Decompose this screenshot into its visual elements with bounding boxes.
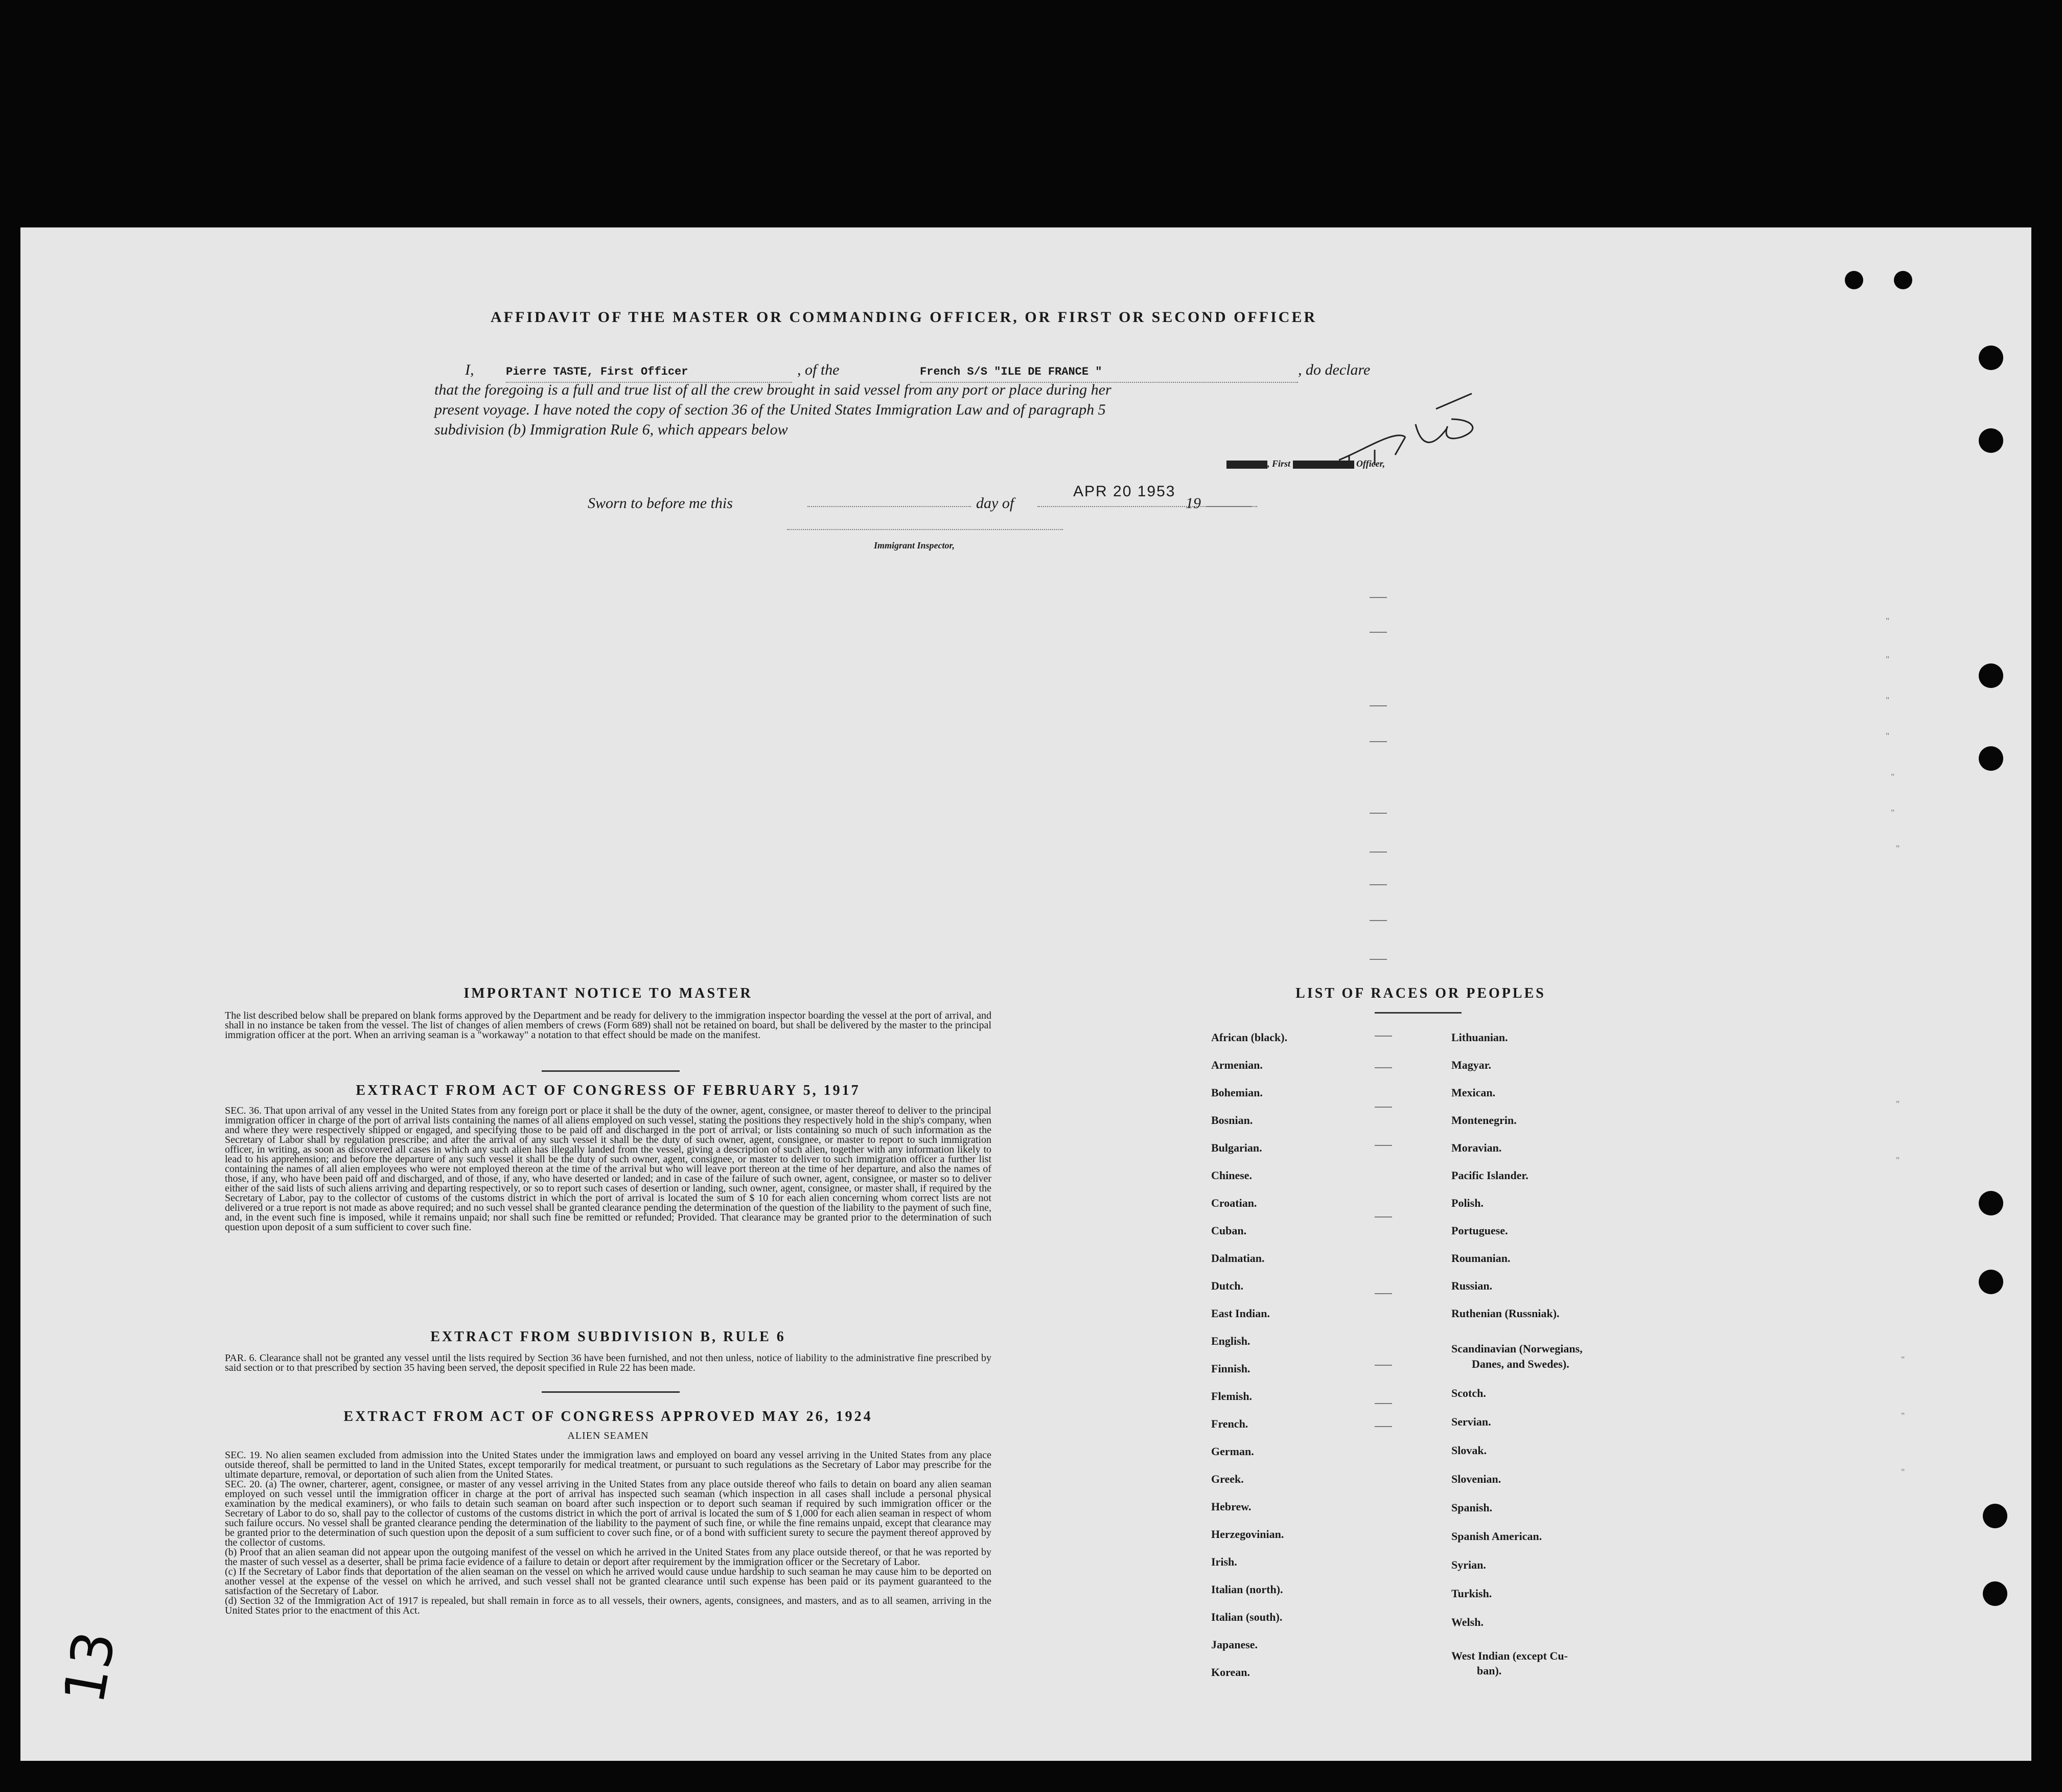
divider — [542, 1391, 680, 1393]
ditto-mark: " — [1891, 808, 1895, 818]
ditto-mark: " — [1886, 654, 1890, 664]
race-item: Dalmatian. — [1211, 1252, 1265, 1265]
row-mark — [1375, 1216, 1392, 1217]
ditto-mark: " — [1886, 695, 1890, 705]
affidavit-line-2: that the foregoing is a full and true list of all the crew brought in said vessel from any port or place during her — [434, 381, 1111, 398]
notice-body: The list described below shall be prepared on blank forms approved by the Department and be ready for delivery to the immigration inspector boarding the vessel at the port of arrival, and shall in no instance be taken from the vessel. The list of changes of alien members of crews (Form 689) shall not be retained on board, but shall be delivered by the master to the principal immigration officer at the port. When an arriving seaman is a "workaway" a notation to that effect should be made on the manifest. — [225, 1010, 991, 1041]
sec-20c: (c) If the Secretary of Labor finds that deportation of the alien seaman on the vessel on which he arrived would cause undue hardship to such seaman he may cause him to be deported on another vessel at the expense of the vessel on which he arrived, and such vessel shall not be granted clearance until such expense has been paid or its payment guaranteed to the satisfaction of the Secretary of Labor. — [225, 1566, 991, 1597]
notice-title: IMPORTANT NOTICE TO MASTER — [464, 985, 753, 1001]
punch-hole — [1983, 1504, 2007, 1528]
ditto-mark: " — [1901, 1411, 1905, 1421]
race-item: Greek. — [1211, 1473, 1244, 1485]
punch-hole — [1979, 1191, 2003, 1215]
punch-hole — [1979, 1270, 2003, 1294]
extract-1917-body: SEC. 36. That upon arrival of any vessel in the United States from any foreign port or place it shall be the duty of the owner, agent, consignee, or master thereof to deliver to the principal immigration officer in charge of the port of arrival lists containing the names of all aliens employed on such vessel, stating the positions they respectively hold in the ship's company, when and where they were respectively shipped or engaged, and specifying those to be paid off and discharged in the port of arrival; or lists containing so much of such information as the Secretary of Labor shall by regulation prescribe; and after the arrival of any such vessel it shall be the duty of such owner, agent, consignee, or master to report to such immigration officer, in writing, as soon as discovered all cases in which any such alien has illegally landed from the vessel, giving a description of such alien, together with any information likely to lead to his apprehension; and before the departure of any such vessel it shall be the duty of such owner, agent, consignee, or master to deliver to such immigration officer a further list containing the names of all alien employees who were not employed thereon at the time of the arrival but who will leave port thereon at the time of her departure, and also the names of those, if any, who have been paid off and discharged, and of those, if any, who have deserted or landed; and in case of the failure of such owner, agent, consignee, or master so to deliver either of the said lists of such aliens arriving and departing respectively, or so to report such cases of desertion or landing, such owner, agent, consignee, or master shall, if required by the Secretary of Labor, pay to the collector of customs of the customs district in which the port of arrival is located the sum of $ 10 for each alien concerning whom correct lists are not delivered or a true report is not made as above required; and no such vessel shall be granted clearance pending the determination of the question of the liability to the payment of such fine, and, in the event such fine is imposed, while it remains unpaid; nor shall such fine be remitted or refunded; Provided. That clearance may be granted prior to the determination of such question upon deposit of a sum sufficient to cover such fine. — [225, 1105, 991, 1233]
row-mark — [1370, 632, 1387, 633]
punch-hole — [1845, 271, 1863, 289]
race-item: Hebrew. — [1211, 1500, 1252, 1513]
race-item: Ruthenian (Russniak). — [1451, 1307, 1560, 1320]
divider — [1375, 1012, 1462, 1014]
punch-hole — [1979, 746, 2003, 771]
race-item: Turkish. — [1451, 1587, 1492, 1600]
race-item: Slovak. — [1451, 1444, 1487, 1457]
row-mark — [1370, 920, 1387, 921]
year-prefix: 19 — [1186, 495, 1201, 512]
race-item: Montenegrin. — [1451, 1114, 1517, 1127]
punch-hole — [1894, 271, 1912, 289]
race-item: Finnish. — [1211, 1362, 1250, 1375]
race-item: Pacific Islander. — [1451, 1169, 1528, 1182]
row-mark — [1375, 1107, 1392, 1108]
signer-caption-officer: Officer, — [1356, 458, 1385, 469]
punch-hole — [1983, 1581, 2007, 1606]
race-item: Spanish American. — [1451, 1530, 1542, 1543]
sec-19: SEC. 19. No alien seamen excluded from admission into the United States under the immigration laws and employed on board any vessel arriving in the United States from any place outside thereof, shall be permitted to land in the United States, except temporarily for medical treatment, or pursuant to such regulations as the Secretary of Labor may prescribe for the ultimate departure, removal, or deportation of such alien from the United States. — [225, 1450, 991, 1480]
race-item: German. — [1211, 1445, 1254, 1458]
row-mark — [1370, 852, 1387, 853]
row-mark — [1370, 705, 1387, 706]
race-item: Flemish. — [1211, 1390, 1253, 1403]
race-item: Servian. — [1451, 1415, 1491, 1428]
race-item: Bulgarian. — [1211, 1141, 1262, 1154]
race-item: Moravian. — [1451, 1141, 1502, 1154]
sec-20d: (d) Section 32 of the Immigration Act of 1917 is repealed, but shall remain in force as to all vessels, their owners, agents, consignees, and masters, and as to all seamen, arriving in the United States prior to the enactment of this Act. — [225, 1595, 991, 1616]
ditto-mark: " — [1901, 1467, 1905, 1477]
race-item: Bohemian. — [1211, 1086, 1263, 1099]
row-mark — [1370, 813, 1387, 814]
race-item: Welsh. — [1451, 1616, 1484, 1628]
signer-caption-first: , First — [1267, 458, 1291, 469]
extract-1924-title: EXTRACT FROM ACT OF CONGRESS APPROVED MAY 26, 1924 — [343, 1409, 873, 1425]
race-item: Italian (north). — [1211, 1583, 1283, 1596]
race-item: Mexican. — [1451, 1086, 1496, 1099]
affidavit-line-3: present voyage. I have noted the copy of section 36 of the United States Immigration Law and of paragraph 5 — [434, 401, 1106, 418]
ditto-mark: " — [1886, 731, 1890, 741]
race-item: Herzegovinian. — [1211, 1528, 1284, 1541]
inspector-caption: Immigrant Inspector, — [874, 540, 955, 550]
inspector-signature-line — [787, 529, 1063, 530]
row-mark — [1375, 1145, 1392, 1146]
race-item: West Indian (except Cu- — [1451, 1649, 1568, 1662]
race-item: Irish. — [1211, 1555, 1237, 1568]
race-item: Spanish. — [1451, 1501, 1493, 1514]
sec-20b: (b) Proof that an alien seaman did not appear upon the outgoing manifest of the vessel on which he arrived in the United States from any place outside thereof, or that he was reported by the master of such vessel as a deserter, shall be prima facie evidence of a failure to detain or deport after requirement by the immigration officer or the Secretary of Labor. — [225, 1547, 991, 1568]
row-mark — [1370, 884, 1387, 885]
race-item: Syrian. — [1451, 1558, 1486, 1571]
race-item: English. — [1211, 1335, 1250, 1347]
officer-name: Pierre TASTE, First Officer — [506, 365, 688, 378]
race-item: East Indian. — [1211, 1307, 1270, 1320]
race-item: Chinese. — [1211, 1169, 1253, 1182]
race-item: Bosnian. — [1211, 1114, 1253, 1127]
row-mark — [1370, 959, 1387, 960]
row-mark — [1370, 741, 1387, 742]
signer-caption — [1226, 458, 1385, 469]
vessel-name: French S/S "ILE DE FRANCE " — [920, 365, 1102, 378]
row-mark — [1370, 597, 1387, 598]
ditto-mark: " — [1896, 1155, 1900, 1165]
row-mark — [1375, 1403, 1392, 1404]
i-label: I, — [465, 361, 474, 378]
page-number: 13 — [51, 1626, 128, 1709]
race-item: Lithuanian. — [1451, 1031, 1508, 1044]
ditto-mark: " — [1901, 1354, 1905, 1365]
row-mark — [1375, 1293, 1392, 1294]
subdivision-body: PAR. 6. Clearance shall not be granted any vessel until the lists required by Section 36 have been furnished, and not then unless, notice of liability to the administrative fine prescribed by said section or to that prescribed by section 35 having been served, the deposit specified in Rule 22 has been made. — [225, 1352, 991, 1373]
punch-hole — [1979, 663, 2003, 688]
affidavit-title: AFFIDAVIT OF THE MASTER OR COMMANDING OFFICER, OR FIRST OR SECOND OFFICER — [491, 309, 1317, 326]
extract-1924-subtitle: ALIEN SEAMEN — [567, 1430, 649, 1441]
race-item: Japanese. — [1211, 1638, 1258, 1651]
race-item: Danes, and Swedes). — [1472, 1358, 1569, 1370]
row-mark — [1375, 1426, 1392, 1427]
ditto-mark: " — [1886, 616, 1890, 626]
ditto-mark: " — [1896, 843, 1900, 854]
subdivision-title: EXTRACT FROM SUBDIVISION B, RULE 6 — [430, 1329, 786, 1345]
divider — [542, 1070, 680, 1072]
ditto-mark: " — [1896, 1099, 1900, 1109]
race-item: Slovenian. — [1451, 1473, 1501, 1485]
race-item: Magyar. — [1451, 1059, 1492, 1071]
race-item: Armenian. — [1211, 1059, 1263, 1071]
do-declare-label: , do declare — [1298, 361, 1371, 378]
row-mark — [1375, 1067, 1392, 1068]
race-item: Scandinavian (Norwegians, — [1451, 1342, 1583, 1355]
race-item: Cuban. — [1211, 1224, 1247, 1237]
races-title: LIST OF RACES OR PEOPLES — [1295, 985, 1546, 1001]
sworn-day-field — [807, 506, 971, 507]
race-item: ban). — [1477, 1664, 1502, 1677]
race-item: Roumanian. — [1451, 1252, 1511, 1265]
sworn-label: Sworn to before me this — [588, 495, 733, 512]
race-item: Croatian. — [1211, 1197, 1257, 1209]
row-mark — [1375, 1365, 1392, 1366]
extract-1917-title: EXTRACT FROM ACT OF CONGRESS OF FEBRUARY 5, 1917 — [356, 1083, 861, 1098]
race-item: Korean. — [1211, 1666, 1250, 1679]
ditto-mark: " — [1891, 772, 1895, 782]
race-item: French. — [1211, 1417, 1248, 1430]
day-of-label: day of — [976, 495, 1014, 512]
affidavit-line-4: subdivision (b) Immigration Rule 6, which appears below — [434, 421, 788, 438]
race-item: Scotch. — [1451, 1387, 1486, 1399]
row-mark — [1375, 1036, 1392, 1037]
punch-hole — [1979, 428, 2003, 453]
extract-1924-body — [225, 1451, 991, 1616]
race-item: African (black). — [1211, 1031, 1288, 1044]
race-item: Polish. — [1451, 1197, 1484, 1209]
of-the-label: , of the — [797, 361, 840, 378]
punch-hole — [1979, 346, 2003, 370]
year-field — [1206, 506, 1257, 507]
race-item: Italian (south). — [1211, 1611, 1283, 1623]
race-item: Russian. — [1451, 1279, 1493, 1292]
sec-20a: SEC. 20. (a) The owner, charterer, agent, consignee, or master of any vessel arriving in the United States from any place outside thereof who fails to detain on board any alien seaman employed on such vessel until the immigration officer in charge at the port of arrival has inspected such seaman (which inspection in all cases shall include a personal physical examination by the medical examiners), or who fails to detain such seaman on board after such inspection or to deport such seaman if required by such immigration officer or the Secretary of Labor to do so, shall pay to the collector of customs of the customs district in which the port of arrival is located the sum of $ 1,000 for each alien seaman in respect of whom such failure occurs. No vessel shall be granted clearance pending the determination of the liability to the payment of such fine, or while the fine remains unpaid, except that clearance may be granted prior to the determination of such question upon the deposit of a sum sufficient to cover such fine, or of a bond with sufficient surety to secure the payment thereof approved by the collector of customs. — [225, 1479, 991, 1548]
date-stamp: APR 20 1953 — [1073, 483, 1176, 500]
race-item: Portuguese. — [1451, 1224, 1508, 1237]
race-item: Dutch. — [1211, 1279, 1243, 1292]
